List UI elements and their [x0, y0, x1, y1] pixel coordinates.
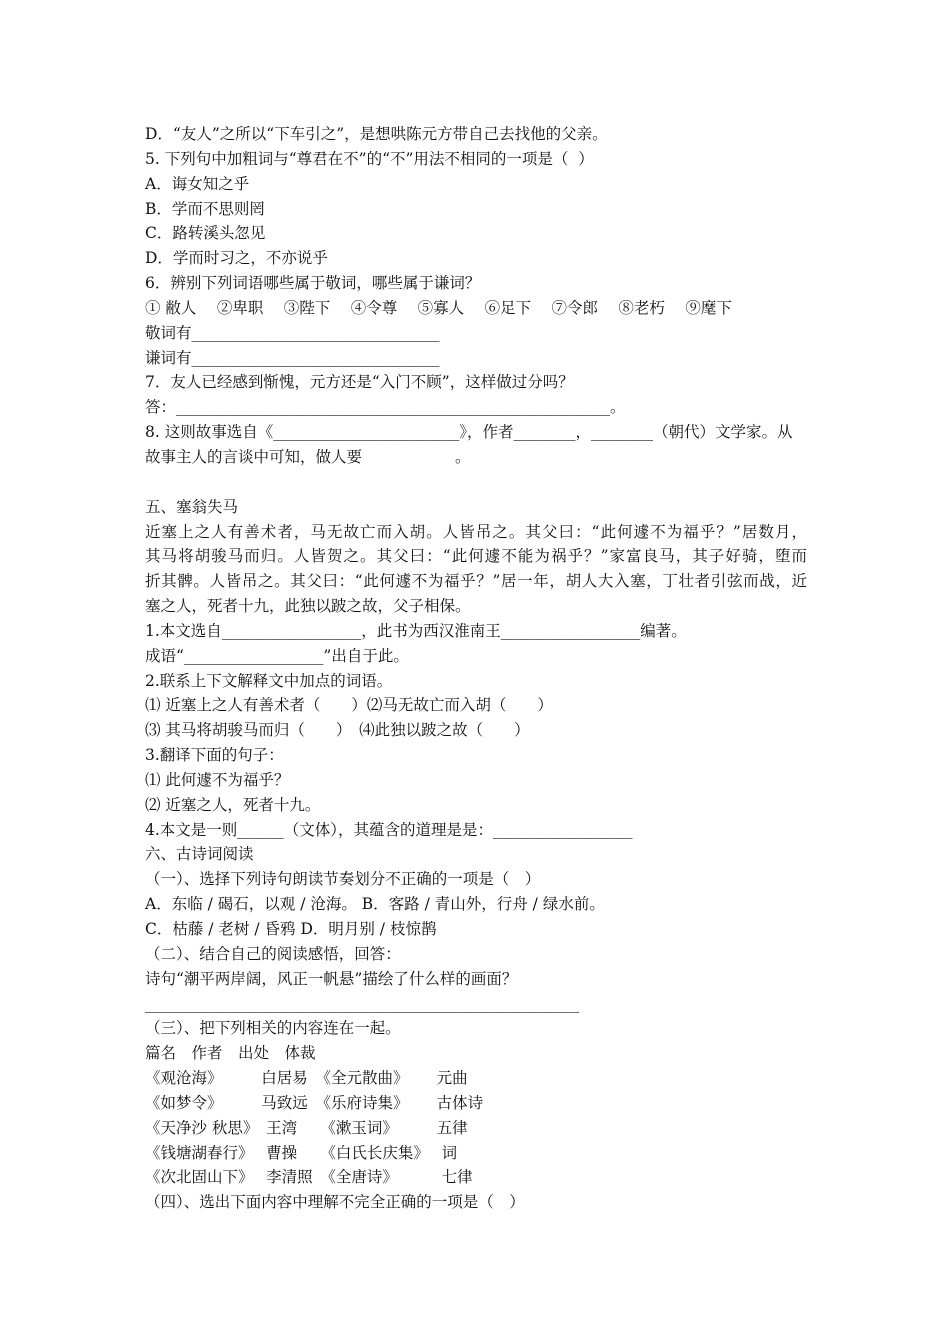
- question-5: 5. 下列句中加粗词与“尊君在不”的“不”用法不相同的一项是（ ）: [145, 149, 594, 168]
- option-d-line: D．“友人”之所以“下车引之”，是想哄陈元方带自己去找他的父亲。: [145, 125, 608, 143]
- question-5-3: 3.翻译下面的句子：: [145, 746, 284, 765]
- question-7: 7．友人已经感到惭愧，元方还是“入门不顾”，这样做过分吗？: [145, 373, 574, 392]
- humble-answer-line: 谦词有________________________________: [145, 348, 440, 367]
- match-row-2: 《如梦令》 马致远 《乐府诗集》 古体诗: [145, 1093, 484, 1112]
- word-list: ① 敝人 ②卑职 ③陛下 ④令尊 ⑤寡人 ⑥足下 ⑦令郎 ⑧老朽 ⑨麾下: [145, 298, 732, 317]
- question-5-1: 1.本文选自__________________，此书为西汉淮南王__________________编著。: [145, 621, 687, 640]
- match-row-3: 《天净沙 秋思》 王湾 《漱玉词》 五律: [145, 1118, 468, 1137]
- explain-items-1: ⑴ 近塞上之人有善术者（ ）⑵马无故亡而入胡（ ）: [145, 696, 553, 715]
- passage-line-2: 其马将胡骏马而归。人皆贺之。其父曰：“此何遽不能为祸乎？”家富良马，其子好骑，堕而: [145, 547, 807, 566]
- passage-line-3: 折其髀。人皆吊之。其父曰：“此何遽不为福乎？”居一年，胡人大入塞，丁壮者引弦而战，近: [145, 572, 807, 591]
- blank-line: [145, 470, 950, 495]
- match-row-4: 《钱塘湖春行》 曹操 《白氏长庆集》 词: [145, 1143, 458, 1162]
- section-6-title: 六、古诗词阅读: [145, 845, 254, 864]
- part-1-options-ab: A．东临 / 碣石，以观 / 沧海。 B．客路 / 青山外，行舟 / 绿水前。: [145, 895, 605, 914]
- part-2-answer-line: ________________________________________________________: [145, 994, 579, 1013]
- option-b: B．学而不思则罔: [145, 199, 265, 218]
- part-2-poem-question: 诗句“潮平两岸阔，风正一帆悬”描绘了什么样的画面？: [145, 969, 518, 988]
- part-1-options-cd: C．枯藤 / 老树 / 昏鸦 D．明月别 / 枝惊鹊: [145, 920, 437, 938]
- question-8-part1: 8. 这则故事选自《________________________》，作者________，________（朝代）文学家。从: [145, 423, 793, 442]
- explain-items-2: ⑶ 其马将胡骏马而归（ ） ⑷此独以跛之故（ ）: [145, 721, 530, 740]
- idiom-line: 成语“__________________”出自于此。: [145, 646, 409, 665]
- passage-line-1: 近塞上之人有善术者，马无故亡而入胡。人皆吊之。其父曰：“此何遽不为福乎？”居数月，: [145, 522, 807, 541]
- part-4-question: （四）、选出下面内容中理解不完全正确的一项是（ ）: [145, 1193, 525, 1212]
- translate-item-2: ⑵ 近塞之人，死者十九。: [145, 795, 321, 814]
- part-1-question: （一）、选择下列诗句朗读节奏划分不正确的一项是（ ）: [145, 870, 541, 889]
- honorific-answer-line: 敬词有________________________________: [145, 323, 440, 342]
- part-2-question: （二）、结合自己的阅读感悟，回答：: [145, 944, 401, 963]
- question-8-part2: 故事主人的言谈中可知，做人要 。: [145, 447, 471, 466]
- match-row-5: 《次北固山下》 李清照 《全唐诗》 七律: [145, 1168, 473, 1187]
- passage-line-4: 塞之人，死者十九，此独以跛之故，父子相保。: [145, 597, 471, 616]
- match-header: 篇名 作者 出处 体裁: [145, 1044, 316, 1063]
- section-5-title: 五、塞翁失马: [145, 497, 239, 516]
- answer-7-line: 答：________________________________________________________。: [145, 398, 626, 417]
- match-row-1: 《观沧海》 白居易 《全元散曲》 元曲: [145, 1069, 468, 1088]
- question-5-2: 2.联系上下文解释文中加点的词语。: [145, 671, 393, 690]
- option-a: A．诲女知之乎: [145, 174, 250, 193]
- question-5-4: 4.本文是一则______（文体），其蕴含的道理是是：__________________: [145, 820, 633, 839]
- part-3-question: （三）、把下列相关的内容连在一起。: [145, 1019, 401, 1038]
- translate-item-1: ⑴ 此何遽不为福乎？: [145, 770, 290, 789]
- option-d: D．学而时习之，不亦说乎: [145, 249, 328, 268]
- question-6: 6．辨别下列词语哪些属于敬词，哪些属于谦词？: [145, 274, 481, 293]
- option-c: C．路转溪头忽见: [145, 224, 266, 243]
